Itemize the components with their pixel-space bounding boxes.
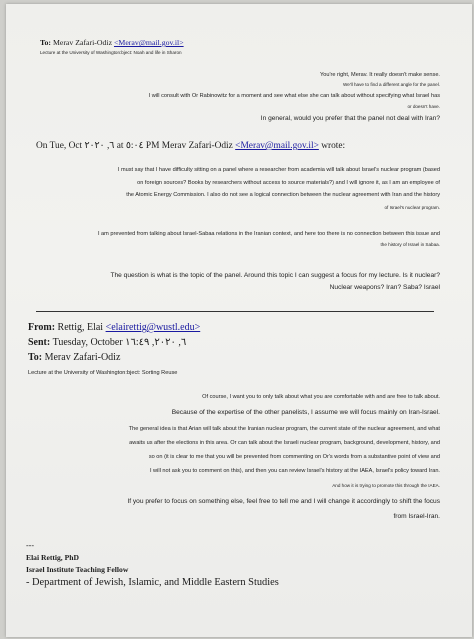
quoted-p2-line-2: the history of Israel in Sabaa. — [380, 242, 440, 247]
from-email-link[interactable]: <elairettig@wustl.edu> — [105, 322, 201, 333]
quoted-p1-line-3: the Atomic Energy Commission. I also do not see a logical connection between the nuclear agreement with Iran and the history — [126, 192, 440, 198]
quoted-intro-prefix: On Tue, Oct ٦, ٢٠٢٠ at ٥:٠٤ PM Merav Zafari-Odiz — [36, 141, 236, 151]
to-label: To: — [40, 38, 51, 47]
email2-to-line — [28, 352, 120, 363]
quoted-intro-email-link[interactable]: <Merav@mail.gov.il> — [235, 141, 319, 151]
email2-lecture-line: Lecture at the University of Washington:bject: Sorting Reuse — [28, 370, 178, 376]
body-line-5: so on (it is clear to me that you will be prevented from commenting on Or's words from a substantive point of view and — [148, 454, 440, 460]
from-label: From: — [28, 322, 56, 333]
email1-lecture-line: Lecture at the University of Washington:bject: Noah and life in Sharon — [40, 50, 182, 55]
reply-line-1: You're right, Merav. It really doesn't make sense. — [320, 72, 440, 78]
body-line-1: Of course, I want you to only talk about what you are comfortable with and are free to talk about. — [202, 394, 440, 400]
signature-department: - Department of Jewish, Islamic, and Middle Eastern Studies — [26, 577, 279, 588]
email2-from-line — [28, 322, 200, 333]
reply-line-4: or doesn't have. — [407, 104, 440, 109]
from-value: Rettig, Elai — [57, 322, 104, 333]
quoted-intro-suffix: wrote: — [318, 141, 346, 151]
body-line-8: If you prefer to focus on something else, feel free to tell me and I will change it accordingly to shift the focus — [127, 498, 440, 505]
quoted-p1-line-4: of Israel's nuclear program. — [384, 205, 440, 210]
signature-dashes: --- — [26, 541, 34, 550]
quoted-intro — [36, 140, 345, 151]
signature-title: Israel Institute Teaching Fellow — [26, 565, 129, 574]
body-line-6: I will not ask you to comment on this), and then you can review Israel's history at the IAEA, Israel's policy toward Iran. — [149, 468, 440, 474]
body-line-3: The general idea is that Arian will talk about the Iranian nuclear program, the current state of the nuclear agreement, and what — [128, 426, 440, 432]
body-line-7: And how it is trying to promote this through the IAEA. — [332, 483, 440, 488]
to-name: Merav Zafari-Odiz — [52, 38, 113, 47]
body-line-2: Because of the expertise of the other panelists, I assume we will focus mainly on Iran-Israel. — [171, 409, 440, 416]
quoted-p3-line-1: The question is what is the topic of the panel. Around this topic I can suggest a focus for my lecture. Is it nuclear? — [110, 272, 440, 279]
to-value-2: Merav Zafari-Odiz — [44, 352, 121, 363]
body-line-9: from Israel-Iran. — [393, 513, 440, 520]
sent-label: Sent: — [28, 337, 51, 348]
email2-sent-line — [28, 337, 186, 348]
email1-to-line — [40, 38, 184, 47]
to-email-link[interactable]: <Merav@mail.gov.il> — [113, 38, 184, 47]
sent-value: Tuesday, October ٦, ٢٠٢٠, ١٦:٤٩ — [52, 337, 187, 348]
quoted-p3-line-2: Nuclear weapons? Iran? Saba? Israel — [329, 284, 440, 291]
body-line-4: awaits us after the elections in this area. Or can talk about the Israeli nuclear program, background, development, history, and — [129, 440, 440, 446]
reply-line-3: I will consult with Or Rabinowitz for a moment and see what else she can talk about without specifying what Israel has — [148, 93, 440, 99]
signature-name: Elai Rettig, PhD — [26, 553, 79, 562]
document-page — [6, 4, 472, 637]
quoted-p1-line-1: I must say that I have difficulty sitting on a panel where a researcher from academia will talk about Israel's nuclear program (based — [117, 167, 440, 173]
quoted-p2-line-1: I am prevented from talking about Israel-Sabaa relations in the Iranian context, and here too there is no connection between this issue and — [97, 231, 440, 237]
reply-line-2: We'll have to find a different angle for the panel. — [343, 82, 440, 87]
to-label-2: To: — [28, 352, 43, 363]
quoted-p1-line-2: on foreign sources? Books by researchers without access to source materials?) and I will ignore it, as I am an employee of — [137, 180, 440, 186]
reply-line-5: In general, would you prefer that the panel not deal with Iran? — [260, 115, 440, 122]
section-divider — [36, 311, 434, 312]
